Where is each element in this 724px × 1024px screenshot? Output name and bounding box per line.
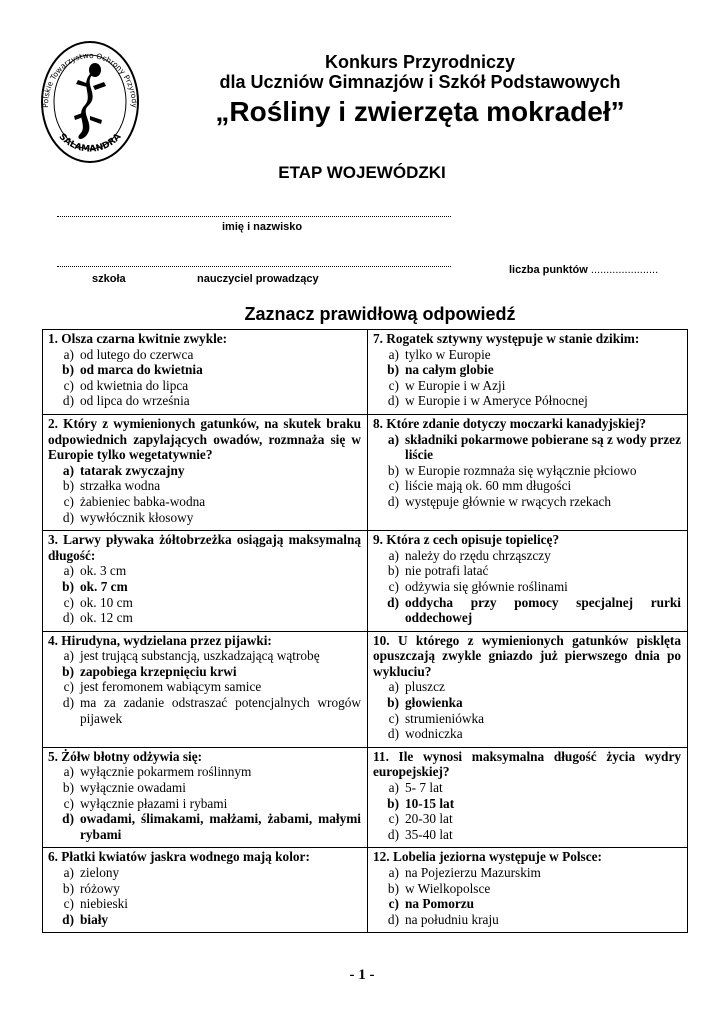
option-text: od lipca do września <box>80 393 190 409</box>
option-text: od marca do kwietnia <box>80 362 203 378</box>
question-cell <box>368 531 688 632</box>
option-text: od lutego do czerwca <box>80 346 194 362</box>
option-text: głowienka <box>405 695 463 711</box>
table-row <box>43 330 688 415</box>
answer-option <box>48 478 361 494</box>
question-text: 4. Hirudyna, wydzielana przez pijawki: <box>48 632 272 648</box>
option-letter: b) <box>387 695 399 711</box>
question-cell <box>43 414 368 530</box>
answer-option <box>373 711 681 727</box>
answer-option <box>373 827 681 843</box>
option-letter: c) <box>63 795 74 811</box>
answer-option <box>48 811 361 842</box>
answer-option <box>48 595 361 611</box>
question-cell <box>368 631 688 747</box>
answer-option <box>373 463 681 479</box>
logo-ring-text: Polskie Towarzystwo Ochrony Przyrody <box>40 50 140 108</box>
option-text: strzałka wodna <box>80 478 161 494</box>
question-text: 5. Żółw błotny odżywia się: <box>48 748 203 764</box>
answer-option <box>373 679 681 695</box>
option-text: na południu kraju <box>405 911 499 927</box>
school-teacher-line <box>57 266 451 267</box>
option-text: owadami, ślimakami, małżami, żabami, małymi rybami <box>80 811 361 842</box>
option-text: jest feromonem wabiącym samice <box>80 679 262 695</box>
answer-option <box>48 780 361 796</box>
question-text: 12. Lobelia jeziorna występuje w Polsce: <box>373 849 602 865</box>
option-letter: c) <box>388 896 399 912</box>
option-letter: a) <box>63 563 74 579</box>
option-letter: a) <box>388 547 399 563</box>
option-letter: b) <box>387 362 399 378</box>
answer-option <box>48 664 361 680</box>
question-cell <box>368 330 688 415</box>
answer-option <box>48 510 361 526</box>
answer-option <box>48 579 361 595</box>
option-letter: b) <box>62 362 74 378</box>
option-text: oddycha przy pomocy specjalnej rurki oddechowej <box>405 594 681 626</box>
option-text: tylko w Europie <box>405 346 491 362</box>
option-text: tatarak zwyczajny <box>80 462 185 478</box>
answer-option <box>373 881 681 897</box>
option-letter: c) <box>63 594 74 610</box>
option-letter: b) <box>387 880 399 896</box>
answer-option <box>48 764 361 780</box>
question-text: 11. Ile wynosi maksymalna długość życia wydry europejskiej? <box>373 748 681 780</box>
option-letter: a) <box>63 346 74 362</box>
question-cell <box>43 747 368 848</box>
answer-option <box>373 432 681 463</box>
option-text: w Europie i w Azji <box>405 377 506 393</box>
answer-option <box>373 796 681 812</box>
option-text: występuje głównie w rwących rzekach <box>405 493 612 509</box>
option-letter: d) <box>62 393 74 409</box>
option-text: różowy <box>80 880 120 896</box>
answer-option <box>373 494 681 510</box>
question-cell <box>43 848 368 933</box>
option-letter: b) <box>62 578 74 594</box>
question-cell <box>368 414 688 530</box>
option-text: nie potrafi latać <box>405 563 489 579</box>
answer-option <box>373 393 681 409</box>
points-label: liczba punktów <box>509 264 588 276</box>
option-text: zapobiega krzepnięciu krwi <box>80 663 237 679</box>
answer-option <box>373 362 681 378</box>
table-row <box>43 848 688 933</box>
option-letter: a) <box>63 865 74 880</box>
answer-option <box>48 912 361 928</box>
option-text: na Pomorzu <box>405 896 475 912</box>
svg-text:SALAMANDRA <box>57 132 124 155</box>
answer-option <box>48 896 361 912</box>
option-text: odżywia się głównie roślinami <box>405 578 568 594</box>
option-letter: a) <box>388 679 399 695</box>
option-text: niebieski <box>80 896 129 912</box>
option-letter: a) <box>63 648 74 664</box>
option-letter: c) <box>63 377 74 393</box>
answer-option <box>48 393 361 409</box>
option-letter: d) <box>387 726 399 742</box>
name-label: imię i nazwisko <box>222 221 303 233</box>
option-text: wyłącznie owadami <box>80 780 186 796</box>
option-letter: c) <box>63 896 74 912</box>
option-letter: a) <box>388 346 399 362</box>
answer-option <box>48 881 361 897</box>
option-text: wyłącznie pokarmem roślinnym <box>80 764 252 780</box>
option-text: 35-40 lat <box>405 826 453 842</box>
question-text: 7. Rogatek sztywny występuje w stanie dzikim: <box>373 331 640 346</box>
option-letter: d) <box>387 393 399 409</box>
option-text: w Europie i w Ameryce Północnej <box>405 393 588 409</box>
option-letter: b) <box>387 795 399 811</box>
option-text: jest trującą substancją, uszkadzającą wątrobę <box>80 648 320 664</box>
answer-option <box>48 695 361 726</box>
option-text: ma za zadanie odstraszać potencjalnych wrogów pijawek <box>80 695 361 726</box>
option-letter: b) <box>387 563 399 579</box>
option-letter: c) <box>388 377 399 393</box>
teacher-label: nauczyciel prowadzący <box>197 273 319 285</box>
option-letter: a) <box>388 865 399 880</box>
answer-option <box>48 494 361 510</box>
option-letter: c) <box>388 578 399 594</box>
option-text: ok. 3 cm <box>80 563 127 579</box>
option-letter: c) <box>63 493 74 509</box>
instruction: Zaznacz prawidłową odpowiedź <box>244 304 516 324</box>
answer-option <box>373 865 681 881</box>
answer-option <box>373 896 681 912</box>
option-letter: a) <box>388 780 399 796</box>
question-text: 9. Która z cech opisuje topielicę? <box>373 532 560 548</box>
logo-name: SALAMANDRA <box>56 131 124 155</box>
option-text: żabieniec babka-wodna <box>80 493 206 509</box>
questions-table <box>42 329 688 933</box>
option-letter: c) <box>388 710 399 726</box>
option-letter: d) <box>387 911 399 927</box>
option-letter: a) <box>63 764 74 780</box>
option-text: na Pojezierzu Mazurskim <box>405 865 541 880</box>
option-letter: d) <box>62 695 74 711</box>
option-text: od kwietnia do lipca <box>80 377 189 393</box>
answer-option <box>373 563 681 579</box>
answer-option <box>48 563 361 579</box>
question-cell <box>368 747 688 848</box>
contest-title: Konkurs Przyrodniczy <box>324 52 516 72</box>
option-text: składniki pokarmowe pobierane są z wody przez liście <box>405 431 681 463</box>
option-letter: b) <box>387 462 399 478</box>
question-cell <box>43 531 368 632</box>
answer-option <box>48 347 361 363</box>
answer-option <box>373 579 681 595</box>
question-text: 8. Które zdanie dotyczy moczarki kanadyjskiej? <box>373 415 647 431</box>
option-text: wodniczka <box>405 726 463 742</box>
option-text: strumieniówka <box>405 710 485 726</box>
points-field <box>509 264 658 276</box>
option-letter: b) <box>62 478 74 494</box>
option-text: na całym globie <box>405 362 494 378</box>
contest-topic: „Rośliny i zwierzęta mokradeł” <box>215 96 625 127</box>
answer-option <box>373 478 681 494</box>
option-text: wywłócznik kłosowy <box>80 509 194 525</box>
question-cell <box>368 848 688 933</box>
answer-option <box>48 648 361 664</box>
option-text: biały <box>80 911 109 927</box>
name-line <box>57 216 451 217</box>
question-text: 2. Który z wymienionych gatunków, na skutek braku odpowiednich zapylających owadów, rozmnaża się w Europie tylko wegetatywnie? <box>48 415 361 463</box>
question-text: 3. Larwy pływaka żółtobrzeżka osiągają maksymalną długość: <box>48 532 361 563</box>
option-letter: b) <box>62 663 74 679</box>
question-cell <box>43 330 368 415</box>
option-text: wyłącznie płazami i rybami <box>80 795 228 811</box>
page-number: - 1 - <box>349 967 375 983</box>
school-label: szkoła <box>92 273 126 285</box>
answer-option <box>373 347 681 363</box>
answer-option <box>48 463 361 479</box>
option-text: liście mają ok. 60 mm długości <box>405 478 572 494</box>
option-text: ok. 12 cm <box>80 610 133 626</box>
table-row <box>43 531 688 632</box>
option-letter: d) <box>62 610 74 626</box>
salamander-icon <box>74 63 106 139</box>
option-text: 5- 7 lat <box>405 780 443 796</box>
option-letter: b) <box>62 880 74 896</box>
stage-title: ETAP WOJEWÓDZKI <box>278 163 446 182</box>
option-letter: c) <box>388 811 399 827</box>
table-row <box>43 747 688 848</box>
answer-option <box>373 595 681 626</box>
answer-option <box>48 378 361 394</box>
option-letter: d) <box>62 911 74 927</box>
option-letter: d) <box>387 493 399 509</box>
answer-option <box>373 695 681 711</box>
answer-option <box>48 610 361 626</box>
answer-option <box>373 811 681 827</box>
option-letter: c) <box>388 478 399 494</box>
option-text: w Europie rozmnaża się wyłącznie płciowo <box>405 462 637 478</box>
answer-option <box>48 362 361 378</box>
option-letter: a) <box>62 462 74 478</box>
question-cell <box>43 631 368 747</box>
question-text: 10. U którego z wymienionych gatunków pisklęta opuszczają zwykle gniazdo już pierwszego dnia po wykluciu? <box>373 632 681 679</box>
option-text: ok. 10 cm <box>80 594 133 610</box>
answer-option <box>373 780 681 796</box>
answer-option <box>48 865 361 881</box>
option-letter: a) <box>387 431 399 447</box>
option-text: zielony <box>80 865 120 880</box>
option-text: należy do rzędu chrząszczy <box>405 547 551 563</box>
option-text: w Wielkopolsce <box>405 880 491 896</box>
answer-option <box>373 726 681 742</box>
option-letter: b) <box>62 780 74 796</box>
answer-option <box>373 378 681 394</box>
option-text: ok. 7 cm <box>80 578 128 594</box>
answer-option <box>48 679 361 695</box>
table-row <box>43 631 688 747</box>
option-letter: c) <box>63 679 74 695</box>
contest-audience: dla Uczniów Gimnazjów i Szkół Podstawowych <box>219 72 621 92</box>
option-text: 10-15 lat <box>405 795 455 811</box>
answer-option <box>48 796 361 812</box>
answer-option <box>373 548 681 564</box>
option-text: pluszcz <box>405 679 445 695</box>
answer-option <box>373 912 681 928</box>
option-letter: d) <box>387 594 399 610</box>
question-text: 6. Płatki kwiatów jaskra wodnego mają kolor: <box>48 849 310 865</box>
option-letter: d) <box>387 826 399 842</box>
question-text: 1. Olsza czarna kwitnie zwykle: <box>48 331 228 346</box>
option-letter: d) <box>62 811 74 827</box>
table-row <box>43 414 688 530</box>
option-letter: d) <box>62 509 74 525</box>
salamandra-logo <box>40 40 140 164</box>
points-dots: ...................... <box>590 264 659 276</box>
option-text: 20-30 lat <box>405 811 453 827</box>
